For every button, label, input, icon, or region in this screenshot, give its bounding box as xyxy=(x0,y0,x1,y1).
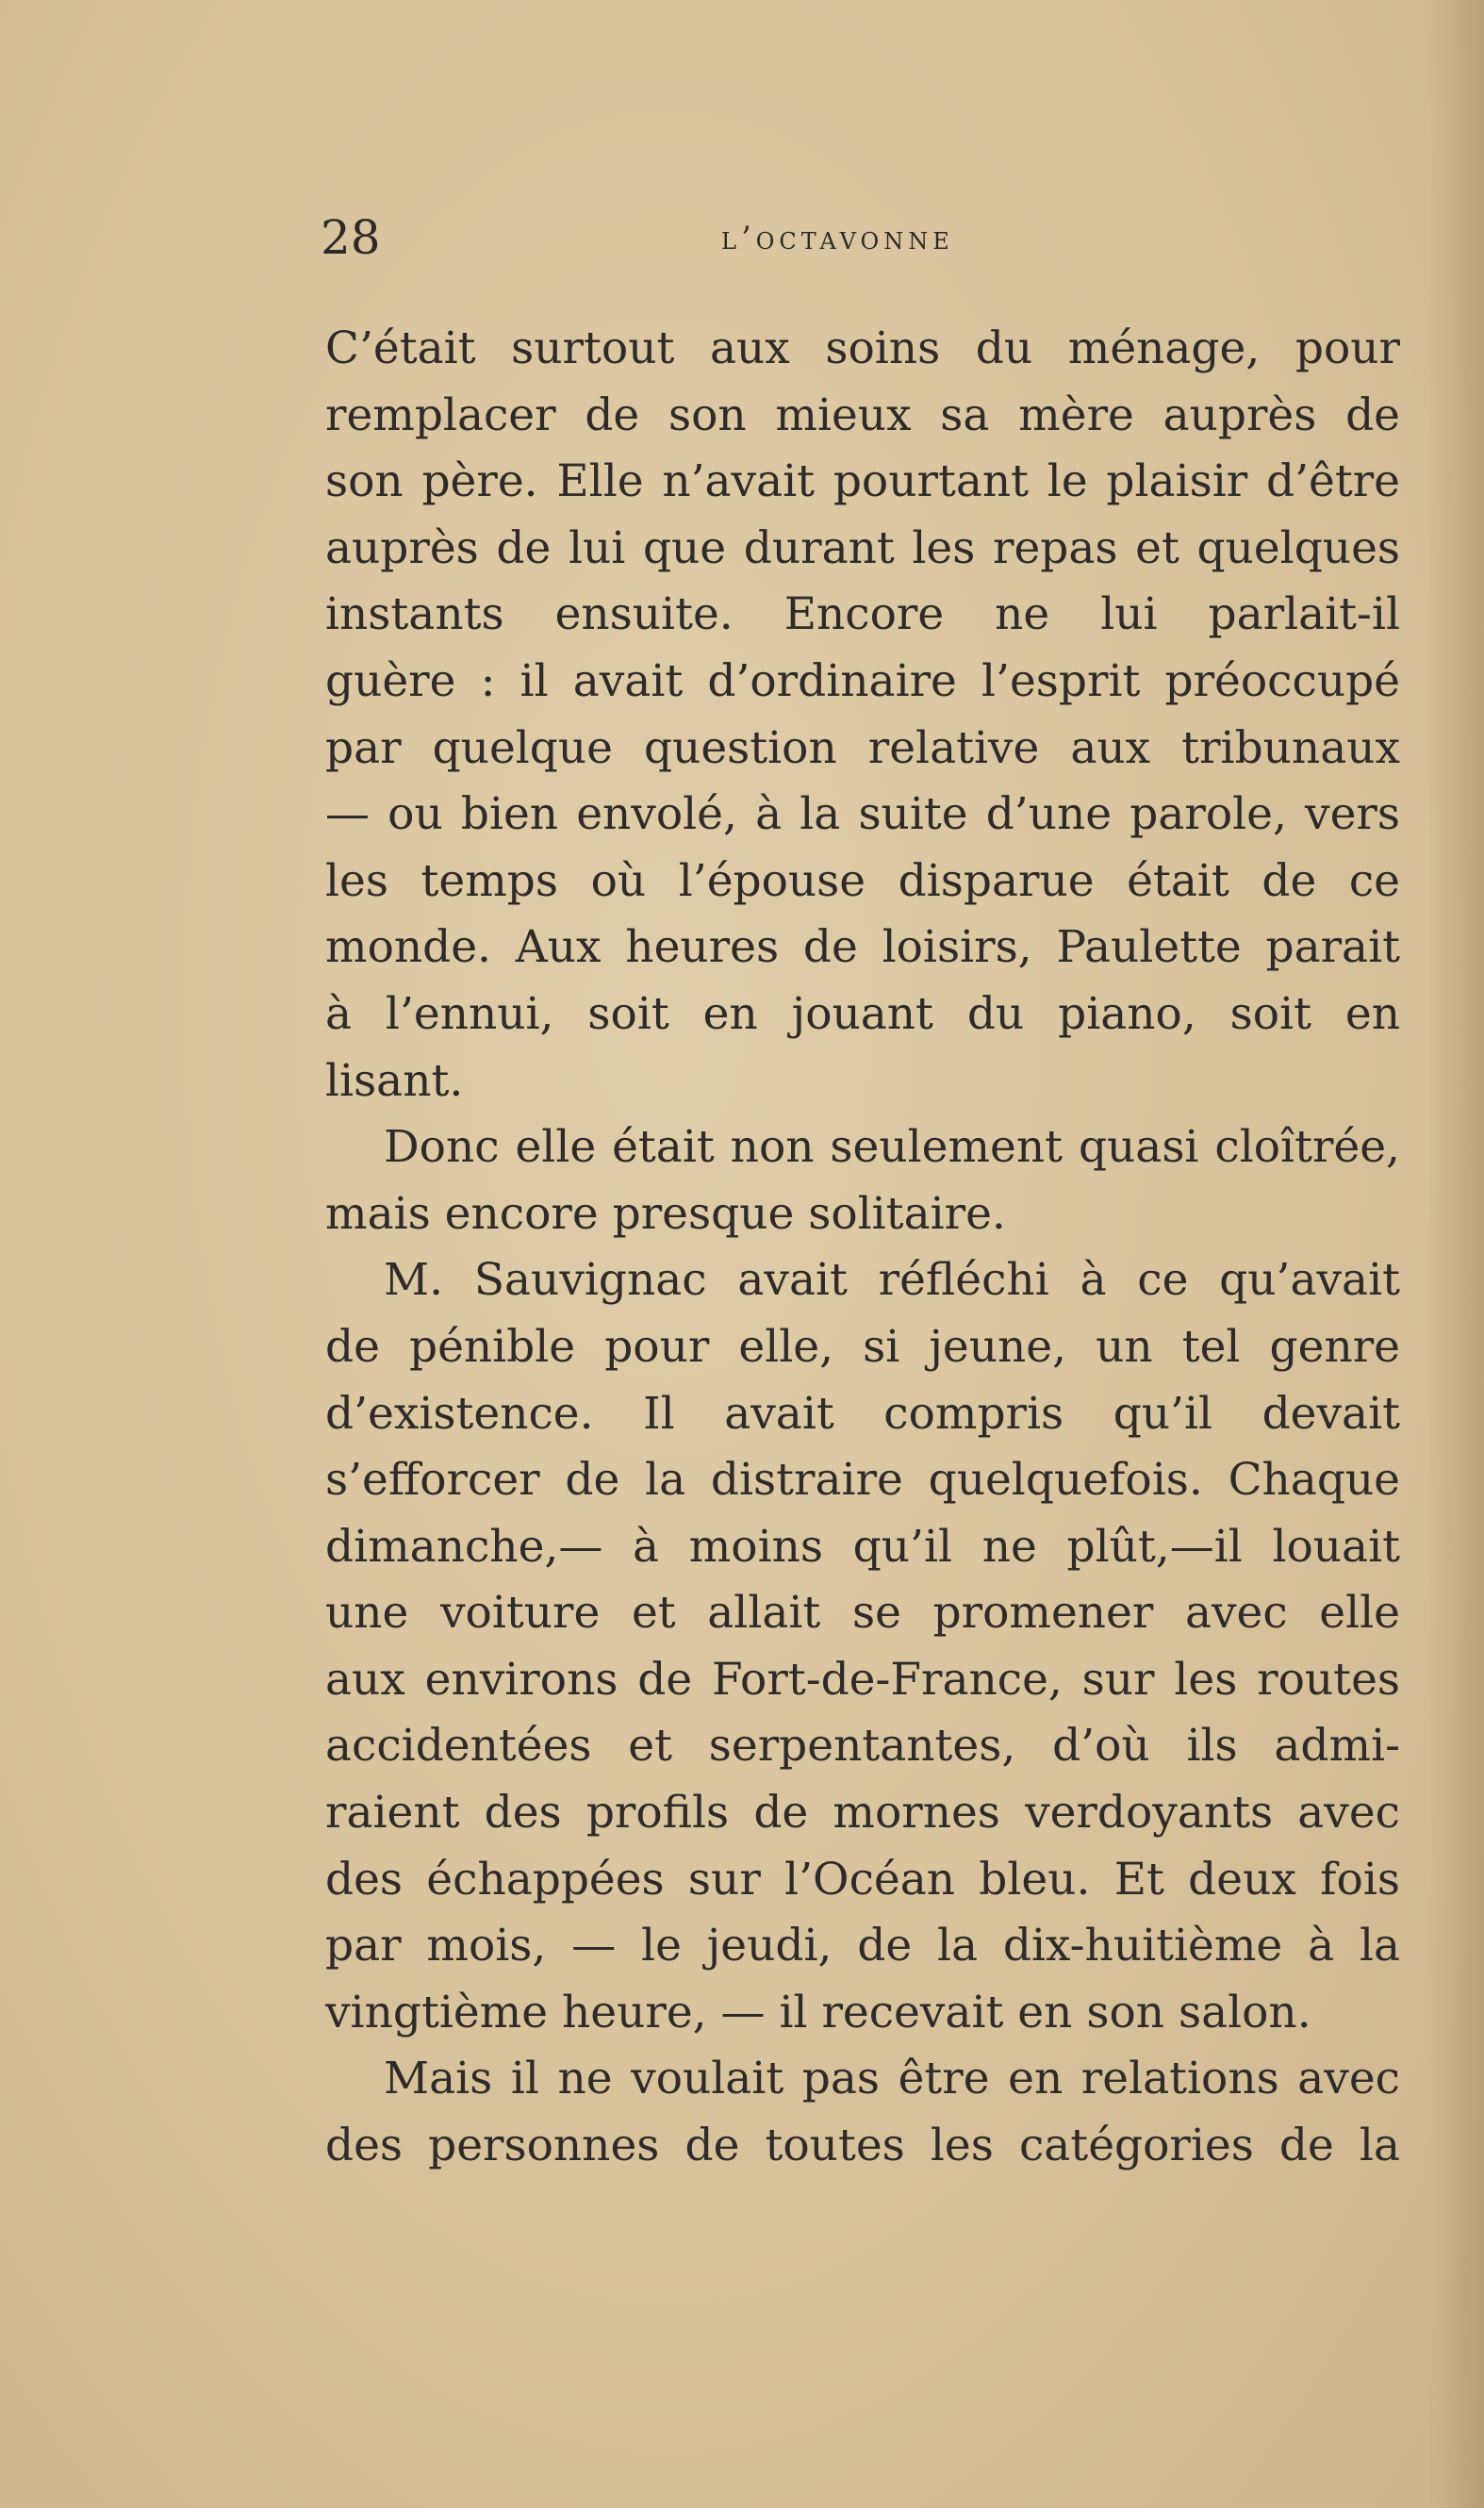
text-line: des échappées sur l’Océan bleu. Et deux fois xyxy=(325,1853,1400,1906)
text-line: instants ensuite. Encore ne lui parlait-il xyxy=(325,588,1400,641)
text-line: son père. Elle n’avait pourtant le plaisir d’être xyxy=(325,455,1400,508)
text-line: monde. Aux heures de loisirs, Paulette parait xyxy=(325,921,1400,974)
text-line: mais encore presque solitaire. xyxy=(325,1187,1006,1240)
text-line: une voiture et allait se promener avec elle xyxy=(325,1587,1400,1640)
running-title: l’octavonne xyxy=(721,220,954,257)
text-line: remplacer de son mieux sa mère auprès de xyxy=(325,388,1400,441)
text-line: les temps où l’épouse disparue était de ce xyxy=(325,854,1400,907)
page-edge-shadow xyxy=(1427,0,1484,2508)
text-line: raient des profils de mornes verdoyants avec xyxy=(325,1787,1400,1840)
text-line: auprès de lui que durant les repas et quelques xyxy=(325,521,1400,574)
text-line: C’était surtout aux soins du ménage, pour xyxy=(325,322,1400,374)
text-line: dimanche,— à moins qu’il ne plût,—il louait xyxy=(325,1520,1400,1573)
text-line: vingtième heure, — il recevait en son salon. xyxy=(325,1986,1311,2038)
text-line: à l’ennui, soit en jouant du piano, soit en xyxy=(325,987,1400,1040)
text-line: des personnes de toutes les catégories de la xyxy=(325,2120,1400,2172)
text-line: Mais il ne voulait pas être en relations avec xyxy=(384,2053,1400,2105)
text-line: guère : il avait d’ordinaire l’esprit préoccupé xyxy=(325,654,1400,707)
text-line: Donc elle était non seulement quasi cloîtrée, xyxy=(384,1121,1400,1174)
text-line: accidentées et serpentantes, d’où ils admi- xyxy=(325,1720,1400,1773)
text-line: — ou bien envolé, à la suite d’une parole, vers xyxy=(325,788,1400,841)
page-header xyxy=(321,209,1405,266)
text-line: aux environs de Fort-de-France, sur les routes xyxy=(325,1653,1400,1706)
text-line: d’existence. Il avait compris qu’il devait xyxy=(325,1387,1400,1440)
text-line: s’efforcer de la distraire quelquefois. Chaque xyxy=(325,1454,1400,1507)
text-line: lisant. xyxy=(325,1054,464,1107)
page-number: 28 xyxy=(321,210,381,265)
text-line: par quelque question relative aux tribunaux xyxy=(325,721,1400,774)
body-text xyxy=(325,316,1400,2180)
text-line: M. Sauvignac avait réfléchi à ce qu’avait xyxy=(384,1254,1400,1307)
text-line: par mois, — le jeudi, de la dix-huitième à la xyxy=(325,1920,1400,1972)
text-line: de pénible pour elle, si jeune, un tel genre xyxy=(325,1320,1400,1373)
